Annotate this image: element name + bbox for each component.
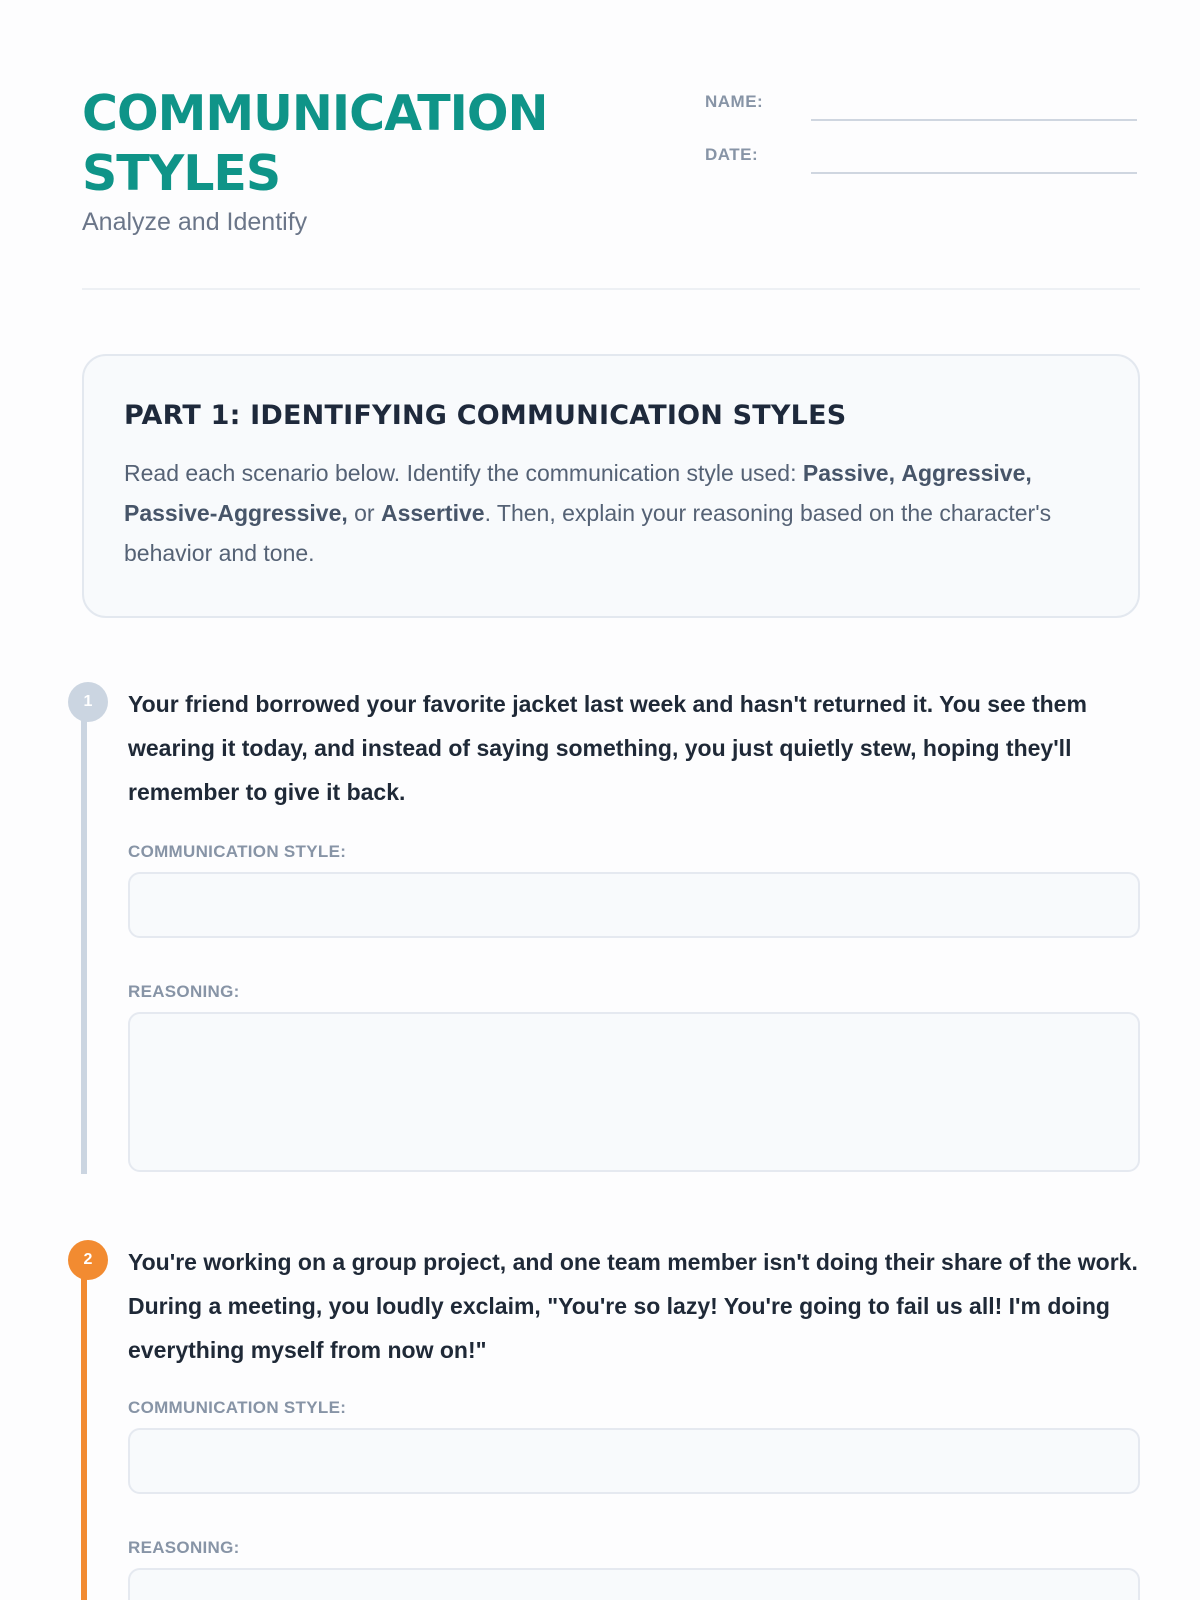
communication-style-label: COMMUNICATION STYLE: [128, 1398, 347, 1417]
date-field[interactable] [811, 141, 1137, 174]
scenario-2 [82, 1240, 1140, 1600]
name-field[interactable] [811, 88, 1137, 121]
reasoning-input[interactable] [128, 1012, 1140, 1172]
communication-style-input[interactable] [128, 1428, 1140, 1494]
worksheet-header [82, 80, 1140, 290]
communication-style-label: COMMUNICATION STYLE: [128, 842, 347, 861]
scenario-prompt: You're working on a group project, and one team member isn't doing their share of the work. During a meeting, you loudly exclaim, "You're so lazy! You're going to fail us all! I'm doing everything myself from now on!" [128, 1249, 1138, 1363]
title-line-1: COMMUNICATION [82, 85, 548, 142]
date-row [705, 141, 1140, 181]
instructions-outro: . Then, explain your reasoning based on the character's behavior and tone. [124, 500, 1052, 566]
style-passive: Passive, [802, 460, 895, 486]
instructions-text [124, 453, 1098, 573]
instructions-card [82, 354, 1140, 618]
title-line-2: STYLES [82, 145, 281, 202]
worksheet-title [82, 84, 602, 204]
instructions-intro: Read each scenario below. Identify the communication style used: [124, 460, 803, 486]
reasoning-input[interactable] [128, 1568, 1140, 1600]
communication-style-input[interactable] [128, 872, 1140, 938]
scenario-1 [82, 682, 1140, 1174]
style-aggressive: Aggressive, [901, 460, 1032, 486]
style-passive-aggressive: Passive-Aggressive, [124, 500, 348, 526]
instructions-connector: or [347, 500, 381, 526]
instructions-heading: PART 1: IDENTIFYING COMMUNICATION STYLES [124, 400, 847, 431]
reasoning-label: REASONING: [128, 982, 240, 1001]
scenario-number-badge: 1 [68, 682, 108, 722]
scenario-rail [81, 702, 87, 1174]
scenario-number-badge: 2 [68, 1240, 108, 1280]
worksheet-subtitle: Analyze and Identify [82, 208, 308, 236]
scenario-rail [81, 1260, 87, 1600]
date-label: DATE: [705, 145, 759, 164]
worksheet-page [82, 0, 1140, 1600]
reasoning-label: REASONING: [128, 1538, 240, 1557]
name-label: NAME: [705, 92, 764, 111]
style-assertive: Assertive [380, 500, 485, 526]
name-row [705, 88, 1140, 128]
scenario-prompt: Your friend borrowed your favorite jacket last week and hasn't returned it. You see them wearing it today, and instead of saying something, you just quietly stew, hoping they'll remember to give it back. [128, 691, 1087, 805]
